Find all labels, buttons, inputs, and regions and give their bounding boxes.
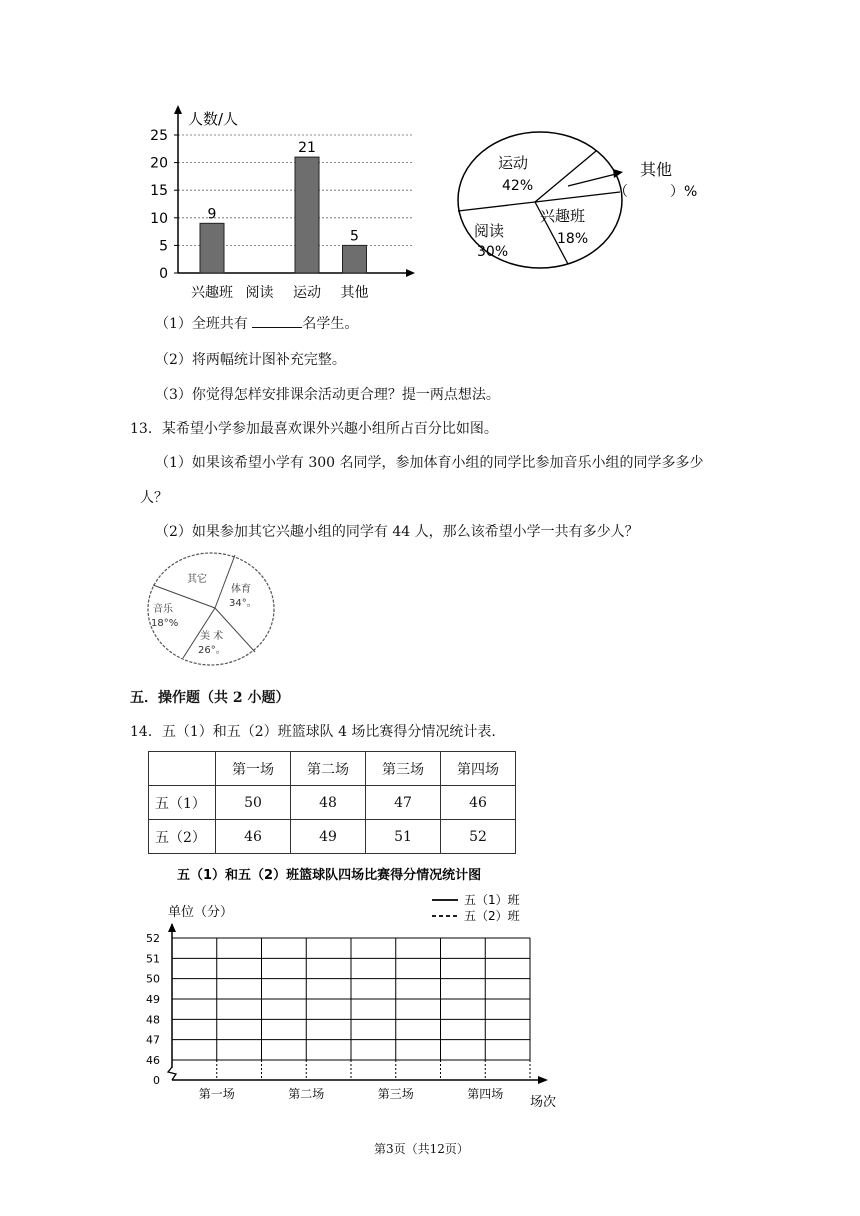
table-row	[149, 786, 516, 820]
pie1-callout-paren: （ ）%	[614, 184, 698, 200]
q12-sub1-text: （1）全班共有	[155, 316, 253, 332]
bar-data-label: 5	[350, 228, 359, 245]
bar-series	[200, 140, 367, 273]
pie2-pct-music: 18°%	[151, 618, 179, 629]
page-footer: 第3页（共12页）	[374, 1142, 469, 1156]
q13-sub1: （1）如果该希望小学有 300 名同学，参加体育小组的同学比参加音乐小组的同学多多少	[155, 455, 704, 471]
bar	[343, 245, 367, 273]
table-cell: 48	[291, 786, 366, 820]
pie2-label-music: 音乐	[153, 604, 173, 615]
legend-label-2: 五（2）班	[464, 909, 520, 923]
line-y-tick-label: 0	[153, 1074, 160, 1087]
section-heading: 五．操作题（共 2 小题）	[130, 690, 290, 706]
line-y-ticks	[146, 932, 160, 1087]
line-chart	[140, 862, 580, 1112]
line-y-tick-label: 49	[146, 993, 160, 1006]
line-x-labels	[199, 1086, 504, 1101]
bar-x-label: 运动	[293, 285, 321, 301]
pie-chart-groups	[145, 550, 280, 670]
table-cell: 五（1）	[149, 786, 216, 820]
line-y-tick-label: 51	[146, 952, 160, 966]
line-y-tick-label: 46	[146, 1054, 160, 1067]
bar-chart-ylabel: 人数/人	[188, 110, 239, 128]
bar-y-ticks	[150, 128, 178, 282]
line-chart-title: 五（1）和五（2）班篮球队四场比赛得分情况统计图	[177, 868, 482, 883]
pie2-label-other: 其它	[187, 574, 207, 585]
line-grid	[172, 938, 530, 1080]
axis-break-icon	[168, 1067, 176, 1080]
bar-x-label: 其他	[340, 285, 369, 301]
line-y-tick-label: 52	[146, 932, 160, 945]
q13-sub1-cont: 人？	[140, 490, 168, 506]
table-cell: 46	[216, 820, 291, 854]
pie1-pct-xingqu: 18%	[557, 231, 589, 247]
bar-chart	[130, 100, 430, 305]
pie1-pct-yundong: 42%	[502, 178, 534, 194]
table-cell: 50	[216, 786, 291, 820]
pie1-label-xingqu: 兴趣班	[540, 207, 586, 225]
pie1-callout-arrowhead	[613, 169, 623, 178]
q14-stem: 14．五（1）和五（2）班篮球队 4 场比赛得分情况统计表.	[130, 724, 496, 740]
bar-y-tick-label: 15	[150, 183, 168, 200]
line-x-label: 第四场	[467, 1087, 504, 1101]
pie1-pct-yuedu: 30%	[477, 244, 509, 260]
table-header-row	[149, 752, 516, 786]
pie1-callout-name: 其他	[640, 160, 673, 179]
table-cell	[149, 752, 216, 786]
q12-sub3: （3）你觉得怎样安排课余活动更合理？提一两点想法。	[155, 387, 500, 403]
line-x-arrow	[538, 1076, 548, 1084]
line-chart-xlabel: 场次	[530, 1095, 557, 1110]
bar-y-tick-label: 5	[159, 238, 168, 255]
score-table	[148, 751, 516, 854]
bar-x-labels	[191, 284, 369, 301]
q12-sub1-text-end: 名学生。	[302, 316, 359, 332]
table-cell: 五（2）	[149, 820, 216, 854]
table-cell: 第四场	[441, 752, 516, 786]
table-cell: 46	[441, 786, 516, 820]
bar-data-label: 21	[298, 140, 316, 157]
pie2-label-art: 美 术	[200, 631, 224, 642]
pie-chart-activities	[450, 128, 720, 278]
answer-blank[interactable]	[252, 315, 302, 328]
line-y-tick-label: 48	[146, 1013, 160, 1027]
q13-sub2: （2）如果参加其它兴趣小组的同学有 44 人，那么该希望小学一共有多少人？	[155, 524, 639, 540]
bar-y-tick-label: 20	[150, 155, 168, 172]
table-cell: 第二场	[291, 752, 366, 786]
line-x-label: 第二场	[288, 1087, 325, 1101]
line-x-label: 第三场	[377, 1087, 414, 1101]
bar-x-label: 阅读	[245, 285, 274, 301]
pie2-pct-art: 26°。	[198, 645, 226, 656]
pie1-label-yundong: 运动	[498, 154, 529, 172]
table-cell: 52	[441, 820, 516, 854]
table-cell: 第一场	[216, 752, 291, 786]
line-chart-ylabel: 单位（分）	[168, 905, 234, 920]
bar-x-label: 兴趣班	[191, 285, 233, 301]
line-x-label: 第一场	[198, 1087, 235, 1101]
table-cell: 47	[366, 786, 441, 820]
q12-sub2: （2）将两幅统计图补充完整。	[155, 352, 346, 368]
bar	[295, 157, 319, 273]
line-y-tick-label: 47	[146, 1033, 160, 1047]
table-cell: 第三场	[366, 752, 441, 786]
pie2-pct-sports: 34°。	[229, 598, 257, 609]
y-axis-arrow	[174, 105, 182, 114]
table-row	[149, 820, 516, 854]
q12-sub1	[155, 313, 358, 333]
bar	[200, 223, 224, 273]
table-cell: 49	[291, 820, 366, 854]
legend-label-1: 五（1）班	[464, 893, 520, 907]
bar-y-tick-label: 10	[150, 210, 168, 227]
x-axis-arrow	[406, 269, 415, 277]
bar-y-tick-label: 25	[150, 128, 168, 144]
bar-y-tick-label: 0	[159, 266, 168, 282]
line-y-tick-label: 50	[146, 972, 160, 986]
bar-data-label: 9	[207, 206, 217, 223]
table-cell: 51	[366, 820, 441, 854]
line-y-arrow	[168, 923, 176, 932]
pie1-label-yuedu: 阅读	[474, 222, 505, 240]
q13-stem: 13．某希望小学参加最喜欢课外兴趣小组所占百分比如图。	[130, 421, 498, 437]
pie2-label-sports: 体育	[231, 584, 251, 595]
